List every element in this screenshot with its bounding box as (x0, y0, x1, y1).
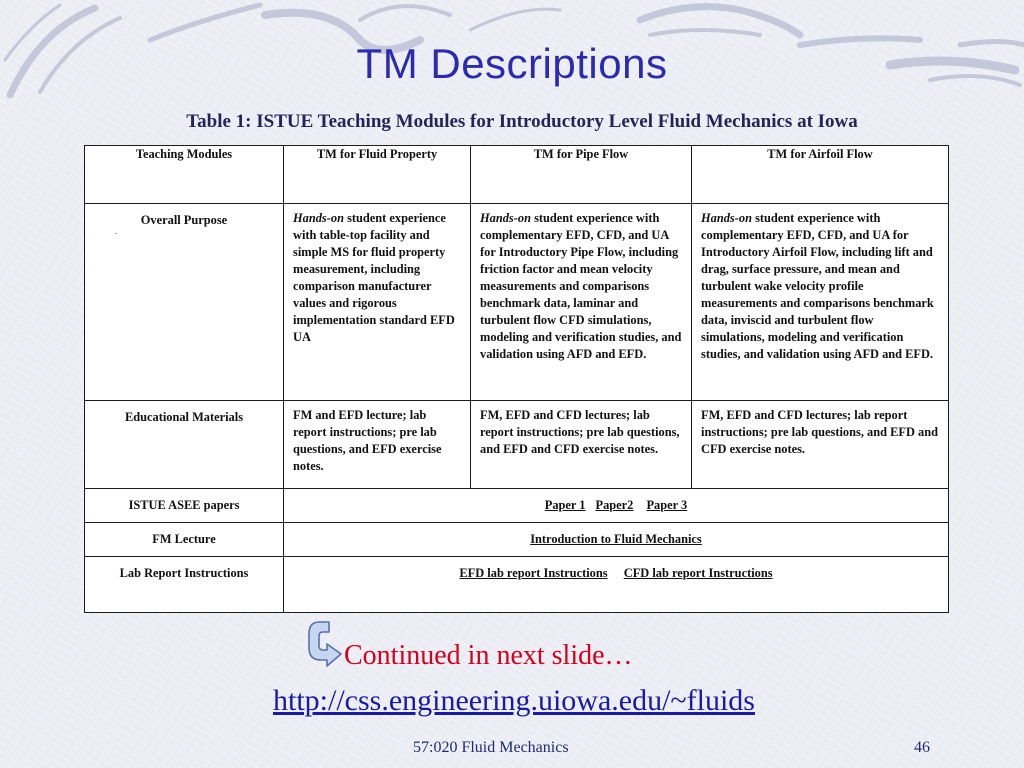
table-row-fm-lecture (85, 523, 949, 557)
purpose-text: student experience with table-top facility and simple MS for fluid property measurement, including comparison manufacturer values and rigorous implementation standard EFD UA (293, 211, 455, 344)
row-label-text: Overall Purpose (140, 213, 228, 227)
row-label-asee-papers: ISTUE ASEE papers (85, 489, 284, 523)
table-row-overall-purpose (85, 204, 949, 401)
purpose-text: student experience with complementary EFD, CFD, and UA for Introductory Airfoil Flow, including lift and drag, surface pressure, and mean and turbulent wake velocity profile measurements and comparisons benchmark data, inviscid and turbulent flow simulations, modeling and verification studies, and validation using AFD and EFD. (701, 211, 934, 361)
table-row-asee-papers (85, 489, 949, 523)
table-row-educational-materials (85, 401, 949, 489)
asee-papers-links (284, 489, 949, 523)
materials-airfoil-flow: FM, EFD and CFD lectures; lab report instructions; pre lab questions, and EFD and CFD exercise notes. (692, 401, 949, 489)
header-teaching-modules: Teaching Modules (85, 146, 284, 204)
purpose-fluid-property (284, 204, 471, 401)
paper-3-link[interactable]: Paper 3 (646, 498, 688, 512)
header-tm-pipe-flow: TM for Pipe Flow (471, 146, 692, 204)
table-caption: Table 1: ISTUE Teaching Modules for Introductory Level Fluid Mechanics at Iowa (186, 111, 858, 132)
materials-pipe-flow: FM, EFD and CFD lectures; lab report instructions; pre lab questions, and EFD and CFD exercise notes. (471, 401, 692, 489)
row-label-overall-purpose (85, 204, 284, 401)
slide-title: TM Descriptions (356, 40, 668, 87)
header-tm-fluid-property: TM for Fluid Property (284, 146, 471, 204)
paper-2-link[interactable]: Paper2 (595, 498, 634, 512)
curved-arrow-icon[interactable] (305, 618, 347, 668)
teaching-modules-table (84, 145, 949, 613)
purpose-pipe-flow (471, 204, 692, 401)
hands-on-emphasis: Hands-on (701, 211, 752, 225)
stray-dot: . (115, 227, 117, 236)
hands-on-emphasis: Hands-on (480, 211, 531, 225)
purpose-text: student experience with complementary EFD, CFD, and UA for Introductory Pipe Flow, including friction factor and mean velocity measurements and comparisons benchmark data, laminar and turbulent flow CFD simulations, modeling and verification studies, and validation using AFD and EFD. (480, 211, 682, 361)
cfd-lab-report-link[interactable]: CFD lab report Instructions (623, 566, 773, 580)
table-header-row (85, 146, 949, 204)
fluids-website-link[interactable]: http://css.engineering.uiowa.edu/~fluids (273, 684, 755, 717)
continued-next-slide-text: Continued in next slide… (344, 640, 633, 671)
row-label-lab-report: Lab Report Instructions (85, 557, 284, 613)
hands-on-emphasis: Hands-on (293, 211, 344, 225)
intro-fluid-mechanics-link[interactable]: Introduction to Fluid Mechanics (530, 532, 702, 546)
header-tm-airfoil-flow: TM for Airfoil Flow (692, 146, 949, 204)
efd-lab-report-link[interactable]: EFD lab report Instructions (459, 566, 608, 580)
table-row-lab-report (85, 557, 949, 613)
row-label-educational-materials: Educational Materials (85, 401, 284, 489)
footer-course: 57:020 Fluid Mechanics (413, 739, 569, 756)
materials-fluid-property: FM and EFD lecture; lab report instructions; pre lab questions, and EFD exercise notes. (284, 401, 471, 489)
row-label-fm-lecture: FM Lecture (85, 523, 284, 557)
page-number: 46 (914, 739, 930, 756)
fm-lecture-links (284, 523, 949, 557)
url-line (0, 684, 1024, 718)
paper-1-link[interactable]: Paper 1 (544, 498, 586, 512)
lab-report-links (284, 557, 949, 613)
purpose-airfoil-flow (692, 204, 949, 401)
